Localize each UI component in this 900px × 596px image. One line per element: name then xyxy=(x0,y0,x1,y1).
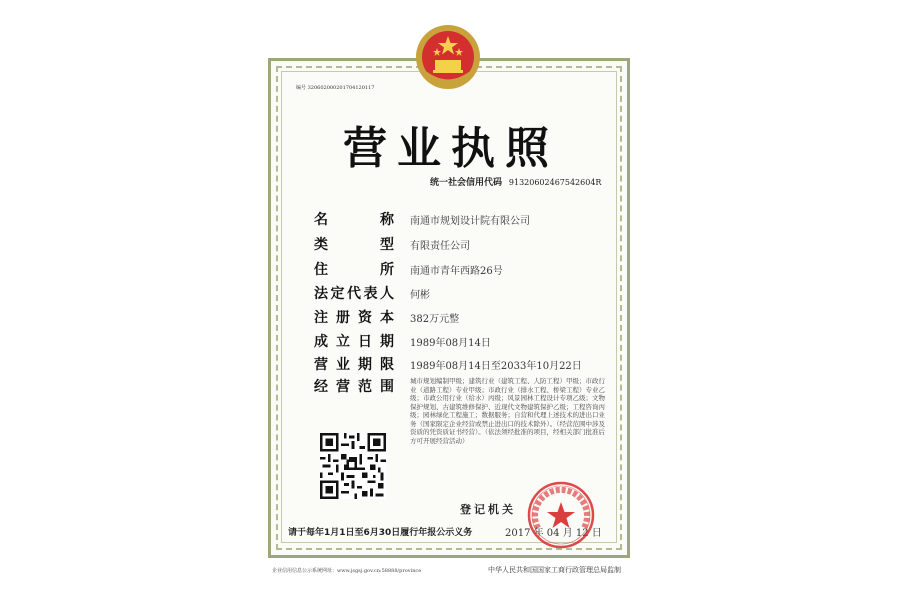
field-value-address: 南通市青年西路26号 xyxy=(410,266,503,277)
field-label-legal-rep: 法定代表人 xyxy=(314,286,394,302)
field-value-established: 1989年08月14日 xyxy=(410,338,491,349)
field-value-term: 1989年08月14日至2033年10月22日 xyxy=(410,361,582,372)
registration-authority: 登记机关 xyxy=(460,503,516,516)
annual-report-notice: 请于每年1月1日至6月30日履行年报公示义务 xyxy=(288,528,473,538)
field-value-name: 南通市规划设计院有限公司 xyxy=(410,216,530,227)
issue-date: 2017 年 04 月 12 日 xyxy=(505,528,602,539)
footer-website: 企业信用信息公示系统网址：www.jsgsj.gov.cn:58888/province xyxy=(272,568,422,574)
field-value-type: 有限责任公司 xyxy=(410,241,470,252)
official-seal-icon xyxy=(526,480,596,550)
page-title: 营业执照 xyxy=(343,123,559,174)
credit-code-value: 91320602467542604R xyxy=(508,178,602,187)
field-label-name: 名称 xyxy=(314,212,394,228)
qr-code[interactable] xyxy=(320,433,386,499)
field-label-term: 营业期限 xyxy=(314,357,394,373)
field-value-legal-rep: 何彬 xyxy=(410,290,430,301)
serial-number xyxy=(296,84,374,91)
business-scope-text: 城市规划编制甲级；建筑行业（建筑工程、人防工程）甲级；市政行业（道路工程）专业甲级；市政行业（排水工程、桥梁工程）专业乙级；市政公用行业（给水）丙级；风景园林工程设计专项乙级；文物保护规划、古建筑维修保护、近现代文物建筑保护乙级；工程咨询丙级；园林绿化工程施工；数据服务；自营和代理上述技术的进出口业务（国家限定企业经营或禁止进出口的技术除外）。（经营范围中涉及资质的凭资质证书经营）。（依法须经批准的项目，经相关部门批准后方可开展经营活动） xyxy=(410,377,605,445)
field-label-address: 住所 xyxy=(314,262,394,278)
field-label-scope: 经营范围 xyxy=(314,379,394,395)
field-label-established: 成立日期 xyxy=(314,334,394,350)
credit-code-label: 统一社会信用代码 xyxy=(430,178,503,188)
credit-code xyxy=(430,175,601,188)
field-label-capital: 注册资本 xyxy=(314,310,394,326)
field-label-type: 类型 xyxy=(314,237,394,253)
footer-issuer: 中华人民共和国国家工商行政管理总局监制 xyxy=(488,566,621,574)
field-value-capital: 382万元整 xyxy=(410,314,460,325)
national-emblem-icon xyxy=(413,22,483,92)
serial-label: 编号 xyxy=(296,85,307,91)
serial-value: 320602000201704120117 xyxy=(307,85,375,91)
